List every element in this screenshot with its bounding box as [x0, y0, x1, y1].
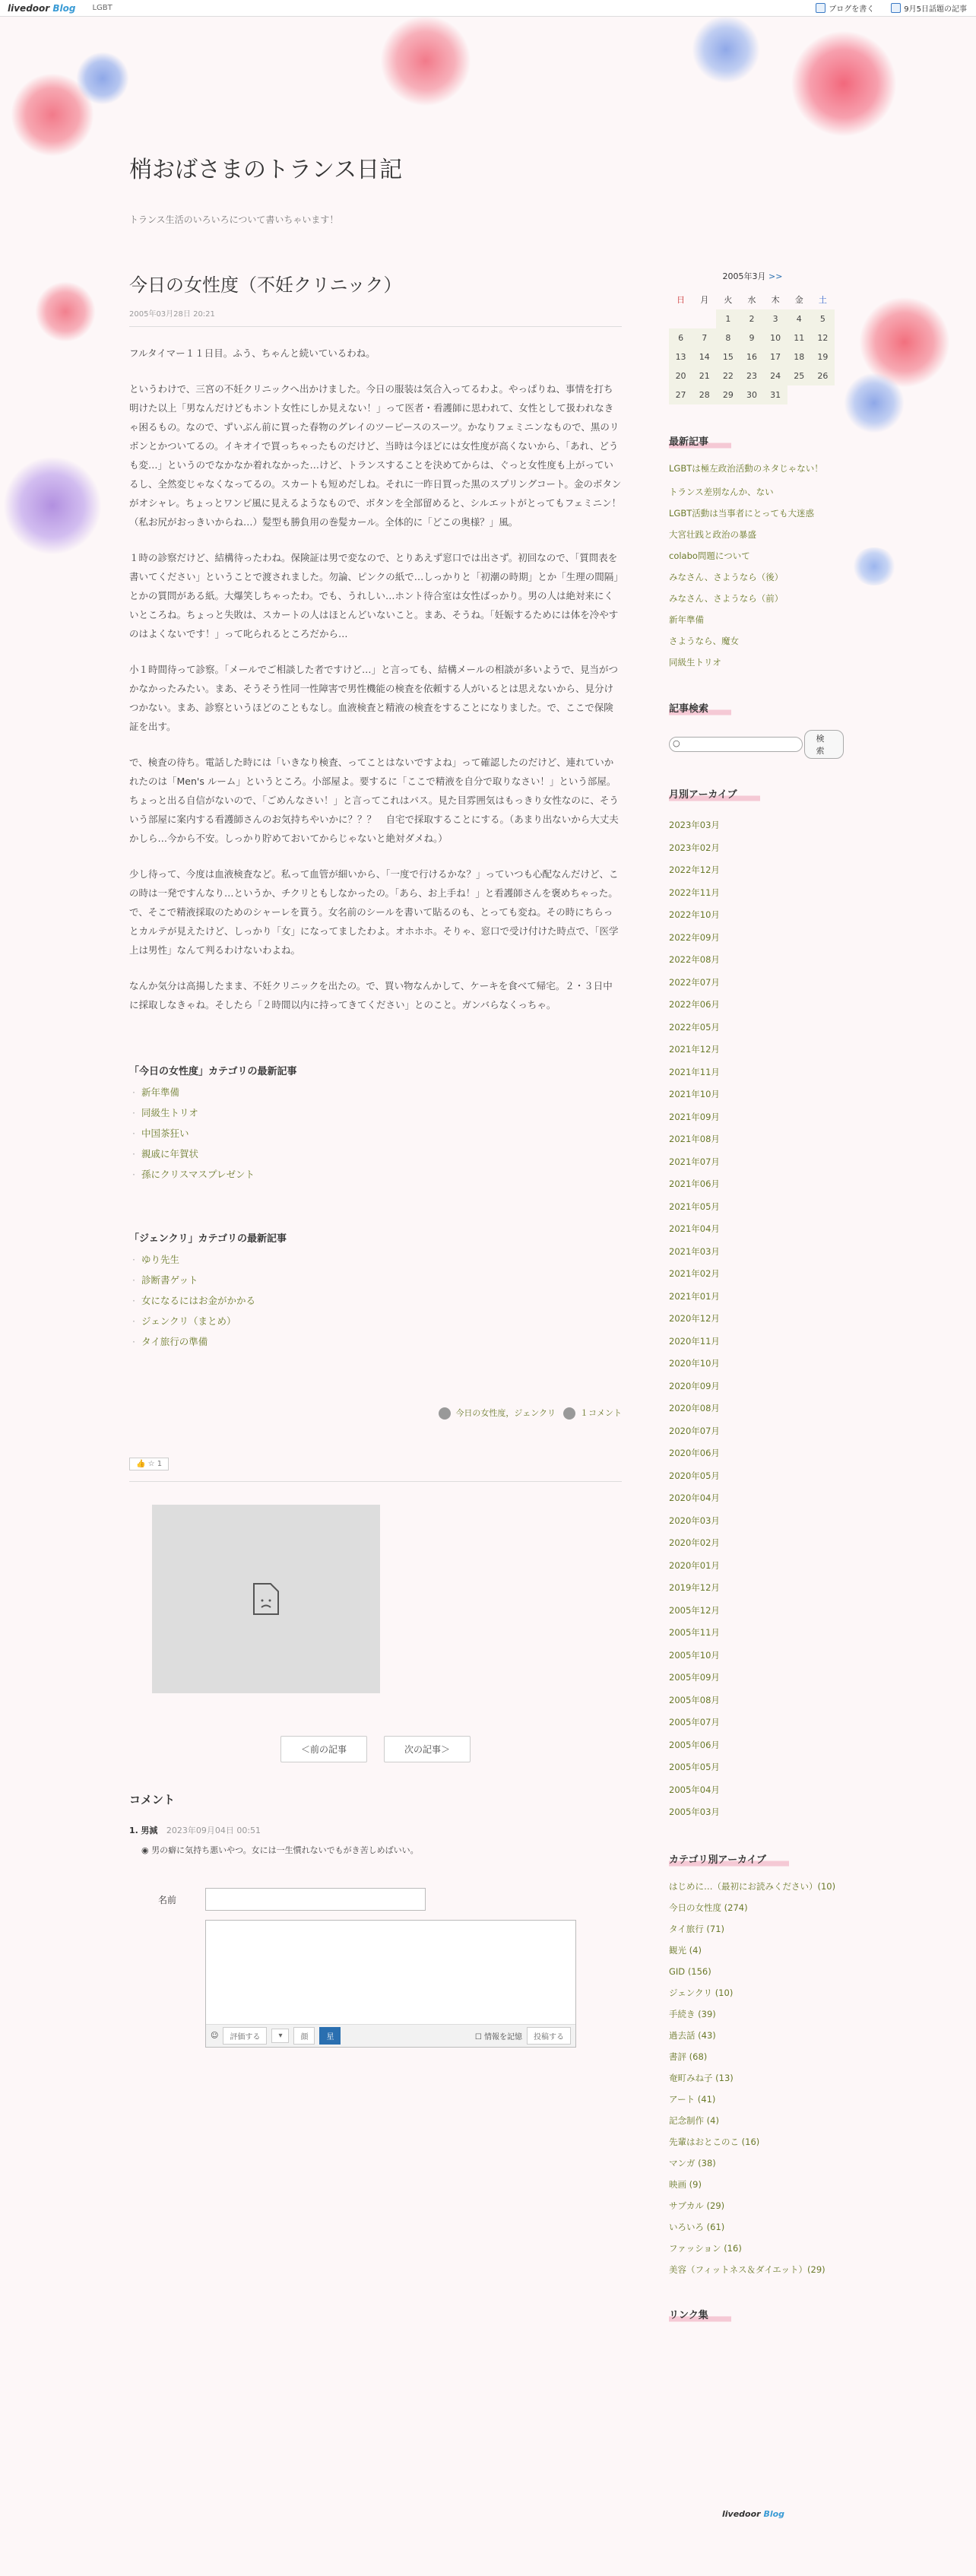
- month-archive-link[interactable]: 2023年03月: [669, 820, 720, 830]
- category-post-link[interactable]: · 孫にクリスマスプレゼント: [129, 1164, 622, 1185]
- recent-post-link[interactable]: みなさん、さようなら（前）: [669, 593, 784, 604]
- comment-number: 1.: [129, 1826, 138, 1835]
- article-meta: [129, 1407, 622, 1420]
- article-paragraph: 少し待って、今度は血液検査など。私って血管が細いから、「一度で行けるかな？」っていつも心配なんだけど、この時は一発ですんなり…というか、チクリともしなかったの。「あら、お上手ね！」と看護師さんを褒めちゃった。で、そこで精液採取のためのシャーレを貰う。女名前のシールを書いて貼るのも、とっても変ね。その時にちらっとカルテが見えたけど、しっかり「女」になってましたわよ。オホホホ。そりゃ、窓口で受け付けた時点で、「医学上は男性」なんて判るわけないわよね。: [129, 868, 619, 956]
- comment-toolbar: [206, 2024, 575, 2047]
- calendar-day: 27: [669, 385, 692, 404]
- month-archive-link[interactable]: 2005年09月: [669, 1672, 720, 1683]
- month-archive-link[interactable]: 2022年08月: [669, 954, 720, 965]
- article-paragraph: フルタイマー１１日目。ふう、ちゃんと続いているわね。: [129, 347, 376, 359]
- category-archive-link[interactable]: マンガ (38): [669, 2157, 716, 2168]
- article-body: [129, 344, 622, 1014]
- recent-post-link[interactable]: colabo問題について: [669, 550, 750, 561]
- month-archive-link[interactable]: 2005年08月: [669, 1694, 720, 1705]
- category-archive-link[interactable]: 映画 (9): [669, 2178, 702, 2190]
- trending-articles-link[interactable]: 9月5日話題の記事: [891, 2, 967, 14]
- calendar-day-header: 火: [724, 295, 733, 305]
- comment-textarea[interactable]: [205, 1920, 576, 2048]
- month-archive-link[interactable]: 2022年10月: [669, 909, 720, 920]
- article-main: [129, 270, 622, 2048]
- recent-post-link[interactable]: トランス差別なんか、ない: [669, 487, 774, 497]
- comment-text: 男の癖に気持ち悪いやつ。女には一生慣れないでもがき苦しめばいい。: [151, 1845, 419, 1855]
- broken-image-icon: [252, 1582, 280, 1616]
- category-archive-link[interactable]: 今日の女性度 (274): [669, 1902, 748, 1913]
- calendar-day: 20: [669, 366, 692, 385]
- search-widget: [669, 700, 844, 759]
- calendar-day-header: 月: [700, 295, 709, 305]
- comments-heading: コメント: [129, 1793, 176, 1807]
- calendar-day: 29: [716, 385, 740, 404]
- category-post-link[interactable]: · 診断書ゲット: [129, 1270, 622, 1290]
- flower-decoration: [11, 73, 94, 157]
- month-archive-link[interactable]: 2005年10月: [669, 1649, 720, 1661]
- footer-livedoor-blog-logo[interactable]: livedoor Blog: [722, 2509, 785, 2519]
- month-archive-link[interactable]: 2020年01月: [669, 1559, 720, 1571]
- rate-dropdown[interactable]: ▾: [271, 2029, 289, 2043]
- month-archive-link[interactable]: 2020年04月: [669, 1493, 720, 1503]
- month-archive-link[interactable]: 2021年01月: [669, 1290, 720, 1302]
- month-archive-link[interactable]: 2020年09月: [669, 1380, 720, 1391]
- category-post-link[interactable]: · 同級生トリオ: [129, 1102, 622, 1123]
- category-latest-posts: [129, 1230, 622, 1352]
- calendar-day: [787, 385, 811, 404]
- month-archive-link[interactable]: 2005年06月: [669, 1739, 720, 1750]
- month-archive-link[interactable]: 2022年06月: [669, 999, 720, 1010]
- remember-checkbox[interactable]: ☐ 情報を記憶: [474, 2033, 522, 2041]
- month-archive-link[interactable]: 2022年07月: [669, 976, 720, 988]
- category-latest-heading: 「ジェンクリ」カテゴリの最新記事: [129, 1233, 287, 1245]
- comment-item: [129, 1824, 622, 1856]
- flower-decoration: [380, 15, 471, 106]
- blog-header: [129, 151, 623, 226]
- folder-icon: [439, 1407, 451, 1420]
- month-archive-link[interactable]: 2005年04月: [669, 1784, 720, 1795]
- flower-decoration: [844, 373, 905, 433]
- month-archive-link[interactable]: 2020年06月: [669, 1448, 720, 1458]
- month-archive-link[interactable]: 2021年06月: [669, 1179, 720, 1189]
- sidebar: [669, 270, 844, 2324]
- month-archive-link[interactable]: 2020年11月: [669, 1335, 720, 1347]
- calendar-day: 9: [740, 328, 763, 347]
- links-title: リンク集: [669, 2307, 731, 2324]
- month-archive-link[interactable]: 2020年05月: [669, 1470, 720, 1481]
- calendar-day: 24: [764, 366, 787, 385]
- recent-post-link[interactable]: 大宮壮践と政治の暴盛: [669, 529, 756, 540]
- flower-decoration: [791, 30, 897, 137]
- calendar-month: 2005年3月: [722, 271, 766, 281]
- calendar-day: 22: [716, 366, 740, 385]
- category-archive-link[interactable]: 観光 (4): [669, 1944, 702, 1956]
- recent-post-link[interactable]: 新年準備: [669, 614, 704, 625]
- calendar-day: 1: [716, 309, 740, 328]
- blog-description: トランス生活のいろいろについて書いちゃいます！: [129, 214, 339, 225]
- recent-post-link[interactable]: LGBT活動は当事者にとっても大迷惑: [669, 508, 815, 519]
- calendar-day: 19: [811, 347, 835, 366]
- article-paragraph: というわけで、三宮の不妊クリニックへ出かけました。今日の服装は気合入ってるわよ。やっぱりね、事情を打ち明けた以上「男なんだけどもホント女性にしか見えない！」って医者・看護師に思われて、女性として扱われなきゃ困るもの。なので、ずいぶん前に買った春物のグレイのツーピースのスーツ。かなりフェミニンなもので、黒のリボンとかついてるの。イキオイで買っちゃったものだけど、当時は今ほどには女性度が高くないから、「あれ、どうも変…」というのでなかなか着れなかった…けど、トランスすることを決めてからは、ぐっと女性度も上がっているし、全然変じゃなくなってるの。スカートも短めだしね。それに一昨日買った黒のスプリングコート。金のボタンがオシャレ。ちょっとワンピ風に見えるようなもので、ボタンを全部留めると、シルエットがとってもフェミニン！（私お尻がおっきいからね…）髪型も勝負用の巻髪カール。全体的に「どこの奥様？」風。: [129, 383, 622, 528]
- category-archive-link[interactable]: 記念制作 (4): [669, 2114, 719, 2126]
- calendar-day: 21: [692, 366, 716, 385]
- month-archive-link[interactable]: 2021年09月: [669, 1111, 720, 1122]
- month-archive-link[interactable]: 2021年10月: [669, 1089, 720, 1099]
- image-placeholder: [152, 1505, 380, 1693]
- month-archive-link[interactable]: 2021年08月: [669, 1134, 720, 1144]
- article-paragraph: なんか気分は高揚したまま、不妊クリニックを出たの。で、買い物なんかして、ケーキを食べて帰宅。２・３日中に採取しなきゃね。そしたら「２時間以内に持ってきてください」とのこと。ガンバらなくっちゃ。: [129, 980, 613, 1010]
- month-archive-link[interactable]: 2005年05月: [669, 1762, 720, 1772]
- search-form: [669, 730, 844, 759]
- write-blog-link[interactable]: ブログを書く: [816, 2, 874, 14]
- month-archive-link[interactable]: 2020年03月: [669, 1515, 720, 1526]
- calendar-day: 2: [740, 309, 763, 328]
- recent-post-link[interactable]: さようなら、魔女: [669, 636, 739, 646]
- calendar-day: 26: [811, 366, 835, 385]
- month-archive-link[interactable]: 2019年12月: [669, 1582, 720, 1593]
- face-tab[interactable]: 顔: [293, 2027, 315, 2045]
- calendar-day: 18: [787, 347, 811, 366]
- month-archive-link[interactable]: 2022年12月: [669, 864, 720, 875]
- calendar-day: 30: [740, 385, 763, 404]
- like-button[interactable]: 👍 ☆ 1: [129, 1458, 169, 1470]
- comment-count-link[interactable]: １コメント: [563, 1407, 622, 1420]
- month-archive-link[interactable]: 2021年11月: [669, 1066, 720, 1077]
- calendar-day: 11: [787, 328, 811, 347]
- article-paragraph: １時の診察だけど、結構待ったわね。保険証は男で変なので、とりあえず窓口では出さず。初回なので、「質問表を書いてください」ということで渡されました。勿論、ピンクの紙で…しっかりと「初潮の時期」とか「生理の間隔」とかの質問がある紙。大爆笑しちゃったわ。でも、うれしい…ホント待合室は女性ばっかり。男の人は絶対来にくいところね。ちょっと失敗は、スカートの人はほとんどいないこと。まあ、そうね。「妊娠するためには体を冷やすのはよくないです！」って叱られるところだから…: [129, 552, 619, 639]
- month-archive-link[interactable]: 2021年04月: [669, 1223, 720, 1234]
- category-archive-link[interactable]: 先輩はおとこのこ (16): [669, 2136, 760, 2147]
- flower-decoration: [859, 297, 950, 388]
- article-title[interactable]: 今日の女性度（不妊クリニック）: [129, 274, 402, 296]
- calendar-header: [661, 270, 844, 282]
- search-title: 記事検索: [669, 700, 731, 718]
- flower-decoration: [3, 456, 102, 555]
- calendar-day: 15: [716, 347, 740, 366]
- monthly-archive-title: 月別アーカイブ: [669, 786, 760, 804]
- month-archive-link[interactable]: 2022年05月: [669, 1021, 720, 1033]
- calendar-day: 28: [692, 385, 716, 404]
- category-archive-link[interactable]: GID (156): [669, 1965, 711, 1977]
- emoji-icon[interactable]: ☺: [211, 2032, 219, 2040]
- name-input[interactable]: [205, 1888, 426, 1911]
- like-count: 1: [157, 1460, 163, 1468]
- search-input[interactable]: [669, 737, 803, 752]
- search-icon: ○: [673, 738, 680, 748]
- category-archive-link[interactable]: アート (41): [669, 2093, 716, 2105]
- month-archive-link[interactable]: 2022年09月: [669, 931, 720, 943]
- thumbs-up-icon: 👍: [136, 1460, 146, 1468]
- calendar-day: 14: [692, 347, 716, 366]
- category-post-link[interactable]: · 女になるにはお金がかかる: [129, 1290, 622, 1311]
- month-archive-link[interactable]: 2021年05月: [669, 1201, 720, 1212]
- category-archive-link[interactable]: ファッション (16): [669, 2242, 742, 2254]
- category-archive-link[interactable]: いろいろ (61): [669, 2221, 725, 2232]
- search-button[interactable]: 検索: [804, 730, 844, 759]
- comment-date: 2023年09月04日 00:51: [166, 1826, 261, 1835]
- recent-posts-title: 最新記事: [669, 433, 731, 451]
- category-archive-link[interactable]: ジェンクリ (10): [669, 1987, 734, 1998]
- lgbt-link[interactable]: LGBT: [92, 4, 112, 12]
- calendar-day: 23: [740, 366, 763, 385]
- name-label: 名前: [158, 1894, 177, 1905]
- month-archive-link[interactable]: 2021年03月: [669, 1245, 720, 1257]
- comment-icon: [563, 1407, 575, 1420]
- calendar-day: 6: [669, 328, 692, 347]
- star-tab[interactable]: 星: [319, 2027, 341, 2045]
- category-archive-link[interactable]: サブカル (29): [669, 2200, 725, 2211]
- rate-button[interactable]: 評価する: [223, 2027, 267, 2045]
- blog-title[interactable]: 梢おばさまのトランス日記: [129, 157, 403, 183]
- calendar-day-header: 日: [677, 295, 686, 305]
- month-archive-link[interactable]: 2020年12月: [669, 1313, 720, 1324]
- calendar: [669, 290, 835, 404]
- month-archive-link[interactable]: 2005年11月: [669, 1627, 720, 1638]
- month-archive-link[interactable]: 2005年03月: [669, 1807, 720, 1817]
- month-archive-link[interactable]: 2020年07月: [669, 1425, 720, 1436]
- category-latest-heading: 「今日の女性度」カテゴリの最新記事: [129, 1066, 297, 1077]
- recent-posts-widget: [669, 433, 844, 673]
- month-archive-link[interactable]: 2005年12月: [669, 1604, 720, 1616]
- category-archive-title: カテゴリ別アーカイブ: [669, 1851, 789, 1869]
- recent-post-link[interactable]: 同級生トリオ: [669, 657, 721, 668]
- category-post-link[interactable]: · ゆり先生: [129, 1249, 622, 1270]
- divider: [129, 1481, 622, 1482]
- monthly-archive-widget: [669, 786, 844, 1824]
- month-archive-link[interactable]: 2005年07月: [669, 1717, 720, 1727]
- calendar-day: 16: [740, 347, 763, 366]
- category-archive-link[interactable]: タイ旅行 (71): [669, 1923, 725, 1934]
- category-post-link[interactable]: · ジェンクリ（まとめ）: [129, 1311, 622, 1331]
- calendar-day-header: 土: [818, 295, 827, 305]
- top-navigation-bar: [0, 0, 976, 17]
- calendar-day: 5: [811, 309, 835, 328]
- article-paragraph: で、検査の待ち。電話した時には「いきなり検査、ってことはないですよね」って確認したのだけど、連れていかれたのは「Men's ルーム」というところ。小部屋よ。要するに「ここで精液を自分で取りなさい！」という部屋。ちょっと出る自信がないので、「ごめんなさい！」と言ってこれはパス。見た目雰囲気はもっきり女性なのに、そういう部屋に案内する看護師さんのお気持ちやいかに？？？ 自宅で採取することにする。（あまり出ないから大丈夫かしら…今から不安。しっかり貯めておいてからじゃないと絶対ダメね。）: [129, 757, 619, 844]
- comment-icon: ◉: [141, 1845, 152, 1855]
- calendar-day: 12: [811, 328, 835, 347]
- month-archive-link[interactable]: 2021年02月: [669, 1268, 720, 1279]
- comment-author: 男減: [141, 1826, 158, 1835]
- calendar-day: 4: [787, 309, 811, 328]
- calendar-day: 31: [764, 385, 787, 404]
- category-latest-posts: [129, 1063, 622, 1185]
- category-archive-widget: [669, 1851, 844, 2276]
- category-archive-link[interactable]: 過去話 (43): [669, 2029, 716, 2041]
- calendar-day: [692, 309, 716, 328]
- prev-article-button[interactable]: ＜前の記事: [280, 1736, 367, 1762]
- calendar-day-header: 木: [771, 295, 780, 305]
- pencil-icon: [816, 3, 825, 13]
- calendar-day: 7: [692, 328, 716, 347]
- category-post-link[interactable]: · 親戚に年賀状: [129, 1144, 622, 1164]
- calendar-day: 3: [764, 309, 787, 328]
- category-post-link[interactable]: · タイ旅行の準備: [129, 1331, 622, 1352]
- article-date: 2005年03月28日 20:21: [129, 307, 622, 327]
- next-article-button[interactable]: 次の記事＞: [384, 1736, 471, 1762]
- category-archive-link[interactable]: 手続き (39): [669, 2008, 716, 2019]
- flower-decoration: [76, 52, 129, 105]
- calendar-day: 25: [787, 366, 811, 385]
- category-archive-link[interactable]: 美容（フィットネス＆ダイエット）(29): [669, 2264, 825, 2275]
- submit-button[interactable]: 投稿する: [527, 2027, 571, 2045]
- calendar-day: 13: [669, 347, 692, 366]
- month-archive-link[interactable]: 2020年10月: [669, 1358, 720, 1369]
- category-archive-link[interactable]: 奄町みね子 (13): [669, 2072, 734, 2083]
- month-archive-link[interactable]: 2020年08月: [669, 1403, 720, 1413]
- month-archive-link[interactable]: 2021年12月: [669, 1044, 720, 1055]
- category-post-link[interactable]: · 新年準備: [129, 1082, 622, 1102]
- calendar-day: 17: [764, 347, 787, 366]
- calendar-day: [669, 309, 692, 328]
- article-navigation: [129, 1736, 622, 1762]
- calendar-day: 10: [764, 328, 787, 347]
- month-archive-link[interactable]: 2021年07月: [669, 1156, 720, 1167]
- calendar-day-header: 水: [747, 295, 756, 305]
- month-archive-link[interactable]: 2020年02月: [669, 1537, 720, 1548]
- comment-form: [158, 1888, 622, 2048]
- month-archive-link[interactable]: 2023年02月: [669, 842, 720, 853]
- calendar-day: 8: [716, 328, 740, 347]
- recent-post-link[interactable]: みなさん、さようなら（後）: [669, 572, 784, 582]
- category-archive-link[interactable]: 書評 (68): [669, 2051, 708, 2062]
- links-widget: [669, 2307, 844, 2324]
- flower-decoration: [35, 281, 96, 342]
- calendar-day: [811, 385, 835, 404]
- article-paragraph: 小１時間待って診察。「メールでご相談した者ですけど…」と言っても、結構メールの相談が多いようで、見当がつかなかったみたい。まあ、そうそう性同一性障害で男性機能の検査を依頼する人がいるとは思えないから、見分けつかない。まあ、診察というほどのこともなし。血液検査と精液の検査をすることになりました。で、ここで保険証を出す。: [129, 664, 619, 732]
- butterfly-decoration: [851, 547, 897, 585]
- category-archive-link[interactable]: はじめに…（最初にお読みください）(10): [669, 1880, 836, 1892]
- category-meta-link[interactable]: 今日の女性度，ジェンクリ: [439, 1407, 556, 1420]
- month-archive-link[interactable]: 2022年11月: [669, 887, 720, 898]
- category-post-link[interactable]: · 中国茶狂い: [129, 1123, 622, 1144]
- flower-decoration: [692, 15, 760, 84]
- calendar-icon: [891, 3, 901, 13]
- calendar-next-link[interactable]: >>: [768, 271, 783, 281]
- recent-post-link[interactable]: LGBTは極左政治活動のネタじゃない！: [669, 463, 823, 474]
- livedoor-blog-logo[interactable]: livedoor Blog: [8, 2, 76, 14]
- calendar-day-header: 金: [794, 295, 803, 305]
